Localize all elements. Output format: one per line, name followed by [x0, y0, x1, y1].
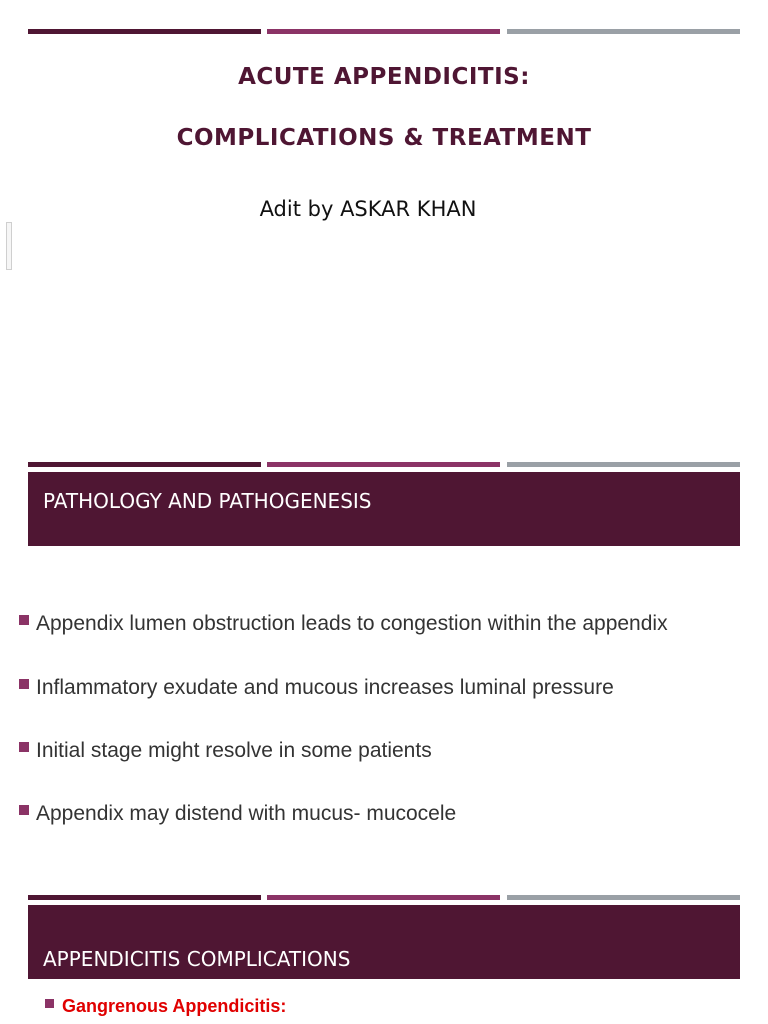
- section-heading: PATHOLOGY AND PATHOGENESIS: [43, 489, 372, 513]
- list-item-text: Gangrenous Appendicitis:: [62, 996, 287, 1016]
- section-heading-banner: [28, 905, 740, 979]
- top-decor-line-3: [507, 29, 740, 34]
- section-decor-line-3: [507, 895, 740, 900]
- section-decor-line-1: [28, 895, 261, 900]
- top-decor-line-1: [28, 29, 261, 34]
- bullet-square-icon: [19, 679, 29, 689]
- list-item: [19, 676, 614, 700]
- bullet-square-icon: [45, 999, 54, 1008]
- section-decor-line-3: [507, 462, 740, 467]
- bullet-square-icon: [19, 615, 29, 625]
- list-item-text: Appendix lumen obstruction leads to congestion within the appendix: [36, 612, 668, 635]
- section-decor-line-1: [28, 462, 261, 467]
- bullet-square-icon: [19, 742, 29, 752]
- author-line: Adit by ASKAR KHAN: [259, 197, 477, 221]
- slide-title-line-2: COMPLICATIONS & TREATMENT: [176, 125, 592, 151]
- section-heading-banner: [28, 472, 740, 546]
- list-item: [19, 612, 668, 636]
- list-item-text: Inflammatory exudate and mucous increases luminal pressure: [36, 676, 614, 699]
- list-item-text: Appendix may distend with mucus- mucocele: [36, 802, 457, 825]
- list-item: [19, 739, 432, 763]
- scroll-handle[interactable]: [6, 222, 12, 270]
- list-item: [45, 996, 286, 1017]
- slide-title-line-1: ACUTE APPENDICITIS:: [238, 64, 530, 90]
- list-item: [19, 802, 456, 826]
- bullet-square-icon: [19, 805, 29, 815]
- section-heading: APPENDICITIS COMPLICATIONS: [43, 947, 351, 971]
- top-decor-line-2: [267, 29, 500, 34]
- list-item-text: Initial stage might resolve in some patients: [36, 739, 432, 762]
- section-decor-line-2: [267, 462, 500, 467]
- section-decor-line-2: [267, 895, 500, 900]
